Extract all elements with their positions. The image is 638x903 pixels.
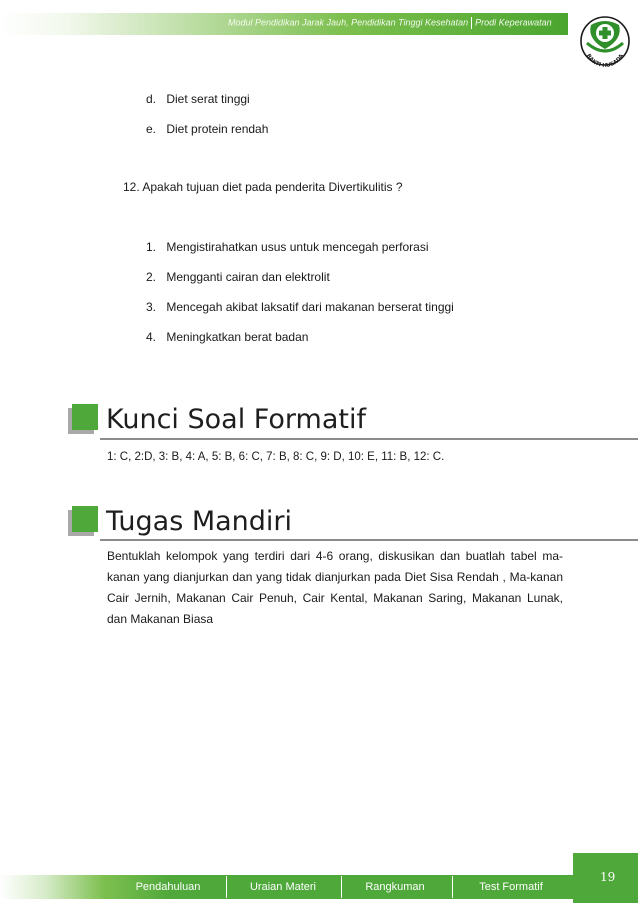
nav-divider xyxy=(452,876,453,898)
option-text: Mengganti cairan dan elektrolit xyxy=(166,270,330,284)
nav-tab-rangkuman[interactable]: Rangkuman xyxy=(365,881,425,893)
heading-square-icon xyxy=(72,404,98,430)
option-text: Meningkatkan berat badan xyxy=(166,330,309,344)
tugas-heading xyxy=(68,505,468,539)
program-name: Prodi Keperawatan xyxy=(475,17,552,28)
option-text: Mengistirahatkan usus untuk mencegah perforasi xyxy=(166,240,429,254)
answer-option-3 xyxy=(146,300,454,314)
page-number: 19 xyxy=(600,870,616,884)
kunci-heading xyxy=(68,403,468,437)
header-text xyxy=(228,17,564,29)
option-label: 3. xyxy=(146,300,157,314)
answer-key: 1: C, 2:D, 3: B, 4: A, 5: B, 6: C, 7: B, 8: C, 9: D, 10: E, 11: B, 12: C. xyxy=(107,451,445,463)
nav-divider xyxy=(226,876,227,898)
task-body: Bentuklah kelompok yang terdiri dari 4-6 orang, diskusikan dan buatlah tabel ma-kanan yang dianjurkan dan yang tidak dianjurkan pada Diet Sisa Rendah , Ma-kanan Cair Jernih, Makanan Cair Penuh, Cair Kental, Makanan Saring, Makanan Lunak, dan Makanan Biasa xyxy=(107,549,563,626)
answer-option-2 xyxy=(146,270,330,284)
option-label: d. xyxy=(146,92,157,106)
question-text: Apakah tujuan diet pada penderita Divertikulitis ? xyxy=(142,180,403,194)
answer-option-4 xyxy=(146,330,308,344)
question-12 xyxy=(123,180,403,194)
option-label: 2. xyxy=(146,270,157,284)
option-d xyxy=(146,92,250,106)
section-divider xyxy=(100,539,638,541)
heading-square-icon xyxy=(72,506,98,532)
header-separator xyxy=(471,17,472,29)
option-label: 4. xyxy=(146,330,157,344)
logo-text: BAKTI HUSADA xyxy=(584,53,626,70)
option-text: Mencegah akibat laksatif dari makanan berserat tinggi xyxy=(166,300,454,314)
question-number: 12. xyxy=(123,180,140,194)
module-title: Modul Pendidikan Jarak Jauh, Pendidikan Tinggi Kesehatan xyxy=(228,17,469,28)
option-label: e. xyxy=(146,122,157,136)
kemenkes-logo-icon xyxy=(577,13,633,73)
nav-tab-uraian-materi[interactable]: Uraian Materi xyxy=(249,881,317,893)
option-text: Diet protein rendah xyxy=(166,122,269,136)
nav-tab-pendahuluan[interactable]: Pendahuluan xyxy=(135,881,201,893)
section-title: Tugas Mandiri xyxy=(106,506,293,537)
option-label: 1. xyxy=(146,240,157,254)
nav-tab-test-formatif[interactable]: Test Formatif xyxy=(479,881,543,893)
section-title: Kunci Soal Formatif xyxy=(106,404,366,435)
section-divider xyxy=(100,438,638,440)
answer-option-1 xyxy=(146,240,429,254)
option-e xyxy=(146,122,268,136)
option-text: Diet serat tinggi xyxy=(166,92,250,106)
